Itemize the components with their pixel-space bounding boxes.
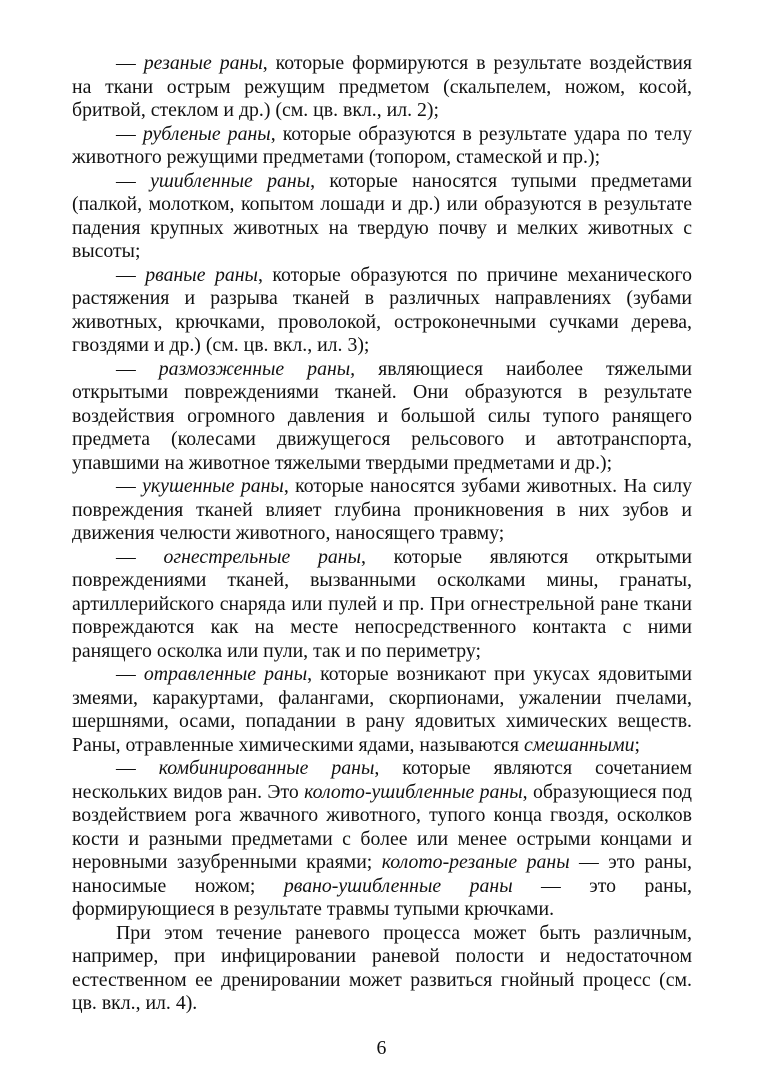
term-mixed-wounds: смешанными — [523, 733, 635, 756]
term-gunshot-wounds: огнестрельные раны — [163, 545, 361, 568]
term-contused-wounds: ушибленные раны — [150, 169, 311, 192]
term-crushed-wounds: размозженные раны, — [158, 357, 356, 380]
wound-type-crushed: — размозженные раны, являющиеся наиболее тяжелыми открытыми повреждениями тканей. Они образуются в результате воздействия огромного давления и большой силы тупого ранящего предмета (колесами движущегося рельсового и автотранспорта, упавшими на животное тяжелыми твердыми предметами и др.); — [72, 357, 692, 474]
wound-type-gunshot: — огнестрельные раны, которые являются открытыми повреждениями тканей, вызванными осколками мины, гранаты, артиллерийского снаряда или пулей и пр. При огнестрельной ране ткани повреждаются как на месте непосредственного контакта с ними ранящего осколка или пули, так и по периметру; — [72, 545, 692, 662]
page-body — [72, 52, 692, 1016]
wound-type-chopped: — рубленые раны, которые образуются в результате удара по телу животного режущими предметами (топором, стамеской и пр.); — [72, 122, 692, 168]
term-combined-wounds: комбинированные раны — [158, 757, 375, 779]
term-incised-wounds: резаные раны — [143, 52, 263, 74]
page-number: 6 — [376, 1037, 387, 1059]
wound-type-lacerated: — рваные раны, которые образуются по причине механического растяжения и разрыва тканей в различных направлениях (зубами животных, крючками, проволокой, остроконечными сучками дерева, гвоздями и др.) (см. цв. вкл., ил. 3); — [72, 263, 692, 356]
wound-process-paragraph: При этом течение раневого процесса может быть различным, например, при инфицировании раневой полости и недостаточном естественном ее дренировании может развиться гнойный процесс (см. цв. вкл., ил. 4). — [72, 921, 692, 1014]
wound-type-bite: — укушенные раны, которые наносятся зубами животных. На силу повреждения тканей влияет глубина проникновения в них зубов и движения челюсти животного, наносящего травму; — [72, 475, 692, 544]
term-puncture-incised-wounds: колото-резаные раны — [381, 851, 570, 873]
term-puncture-contused-wounds: колото-ушибленные раны — [304, 780, 523, 803]
term-bite-wounds: укушенные раны — [142, 475, 284, 497]
wound-type-combined: — комбинированные раны, которые являются сочетанием нескольких видов ран. Это колото-ушибленные раны, образующиеся под воздействием рога жвачного животного, тупого конца гвоздя, осколков кости и разными предметами с более или менее острыми концами и неровными зазубренными краями; колото-резаные раны — это раны, наносимые ножом; рвано-ушибленные раны — это раны, формирующиеся в результате травмы тупыми крючками. — [72, 757, 692, 920]
term-lacerated-wounds: рваные раны — [145, 263, 258, 286]
wound-type-contused: — ушибленные раны, которые наносятся тупыми предметами (палкой, молотком, копытом лошади и др.) или образуются в результате падения крупных животных на твердую почву и мелких животных с высоты; — [72, 169, 692, 262]
wound-type-poisoned: — отравленные раны, которые возникают при укусах ядовитыми змеями, каракуртами, фалангами, скорпионами, ужалении пчелами, шершнями, осами, попадании в рану ядовитых химических веществ. Раны, отравленные химическими ядами, называются смешанными; — [72, 663, 692, 756]
wound-type-incised: — резаные раны, которые формируются в результате воздействия на ткани острым режущим предметом (скальпелем, ножом, косой, бритвой, стеклом и др.) (см. цв. вкл., ил. 2); — [72, 52, 692, 121]
term-chopped-wounds: рубленые раны — [142, 122, 271, 145]
term-poisoned-wounds: отравленные раны — [143, 663, 308, 685]
term-lacerated-contused-wounds: рвано-ушибленные раны — [283, 874, 513, 897]
